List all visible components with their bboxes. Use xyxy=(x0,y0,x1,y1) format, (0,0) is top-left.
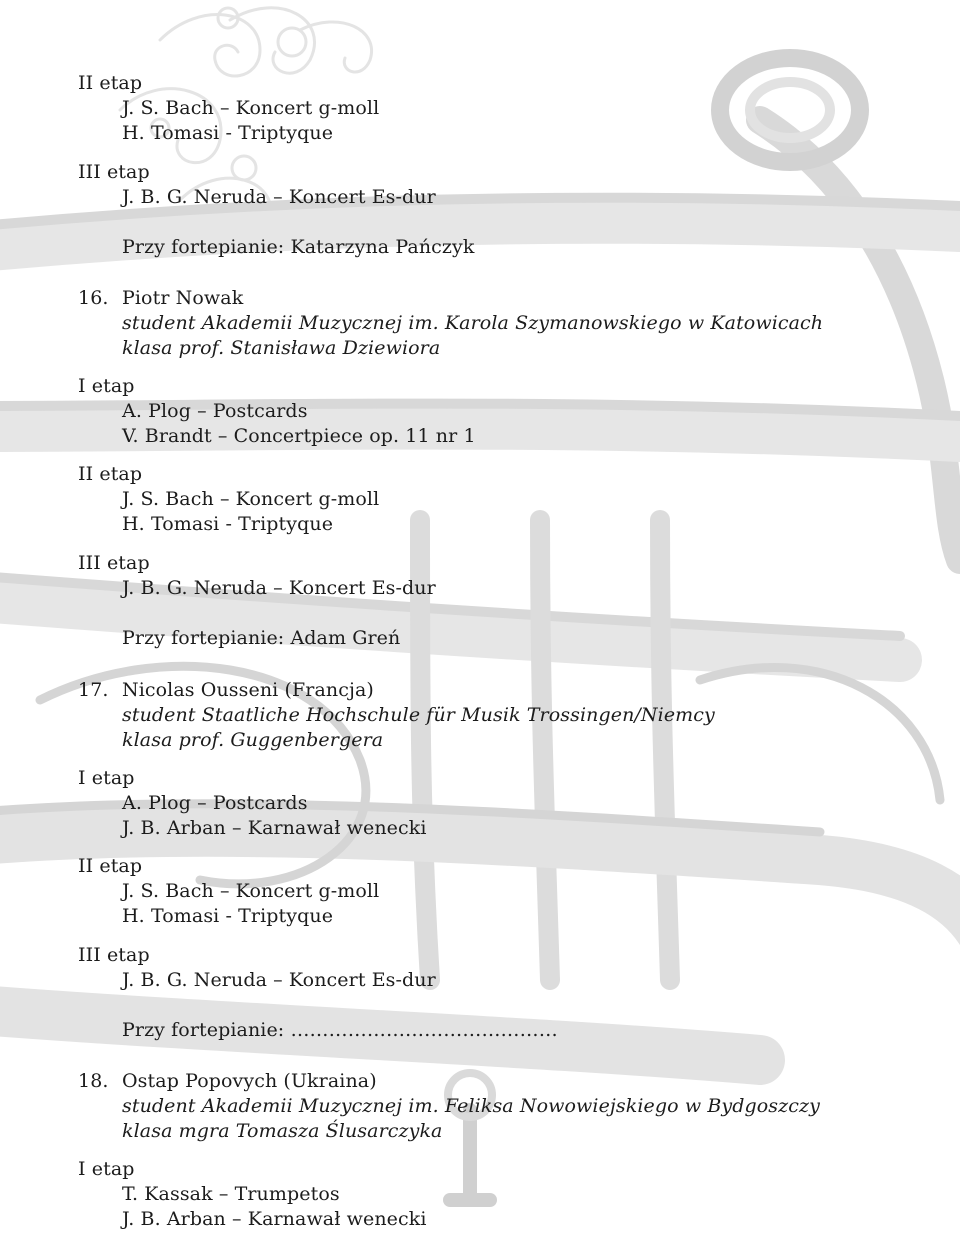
accompanist: Przy fortepianie: …………………………………… xyxy=(122,1019,558,1041)
participant-teacher: klasa prof. Guggenbergera xyxy=(122,729,384,751)
stage-label: I etap xyxy=(78,767,135,789)
piece: H. Tomasi - Triptyque xyxy=(122,513,334,535)
participant-name: Piotr Nowak xyxy=(122,287,244,309)
piece: J. B. G. Neruda – Koncert Es-dur xyxy=(122,969,436,991)
piece: J. S. Bach – Koncert g-moll xyxy=(122,880,380,902)
stage-label: II etap xyxy=(78,855,143,877)
entry-number: 18. xyxy=(78,1070,109,1092)
stage-label: III etap xyxy=(78,944,150,966)
piece: J. B. G. Neruda – Koncert Es-dur xyxy=(122,577,436,599)
stage-label: II etap xyxy=(78,72,143,94)
participant-school: student Staatliche Hochschule für Musik Trossingen/Niemcy xyxy=(122,704,715,726)
piece: J. S. Bach – Koncert g-moll xyxy=(122,488,380,510)
piece: V. Brandt – Concertpiece op. 11 nr 1 xyxy=(122,425,476,447)
piece: J. S. Bach – Koncert g-moll xyxy=(122,97,380,119)
participant-school: student Akademii Muzycznej im. Karola Szymanowskiego w Katowicach xyxy=(122,312,824,334)
stage-label: II etap xyxy=(78,463,143,485)
piece: A. Plog – Postcards xyxy=(122,400,308,422)
piece: J. B. Arban – Karnawał wenecki xyxy=(122,817,427,839)
piece: H. Tomasi - Triptyque xyxy=(122,122,334,144)
stage-label: I etap xyxy=(78,1158,135,1180)
stage-label: III etap xyxy=(78,552,150,574)
piece: T. Kassak – Trumpetos xyxy=(122,1183,340,1205)
participant-teacher: klasa prof. Stanisława Dziewiora xyxy=(122,337,441,359)
piece: A. Plog – Postcards xyxy=(122,792,308,814)
accompanist: Przy fortepianie: Katarzyna Pańczyk xyxy=(122,236,475,258)
stage-label: I etap xyxy=(78,375,135,397)
accompanist: Przy fortepianie: Adam Greń xyxy=(122,627,401,649)
participant-teacher: klasa mgra Tomasza Ślusarczyka xyxy=(122,1120,443,1142)
participant-name: Ostap Popovych (Ukraina) xyxy=(122,1070,377,1092)
piece: J. B. Arban – Karnawał wenecki xyxy=(122,1208,427,1230)
participant-school: student Akademii Muzycznej im. Feliksa Nowowiejskiego w Bydgoszczy xyxy=(122,1095,820,1117)
entry-number: 17. xyxy=(78,679,109,701)
stage-label: III etap xyxy=(78,161,150,183)
entry-number: 16. xyxy=(78,287,109,309)
participant-name: Nicolas Ousseni (Francja) xyxy=(122,679,374,701)
piece: J. B. G. Neruda – Koncert Es-dur xyxy=(122,186,436,208)
piece: H. Tomasi - Triptyque xyxy=(122,905,334,927)
